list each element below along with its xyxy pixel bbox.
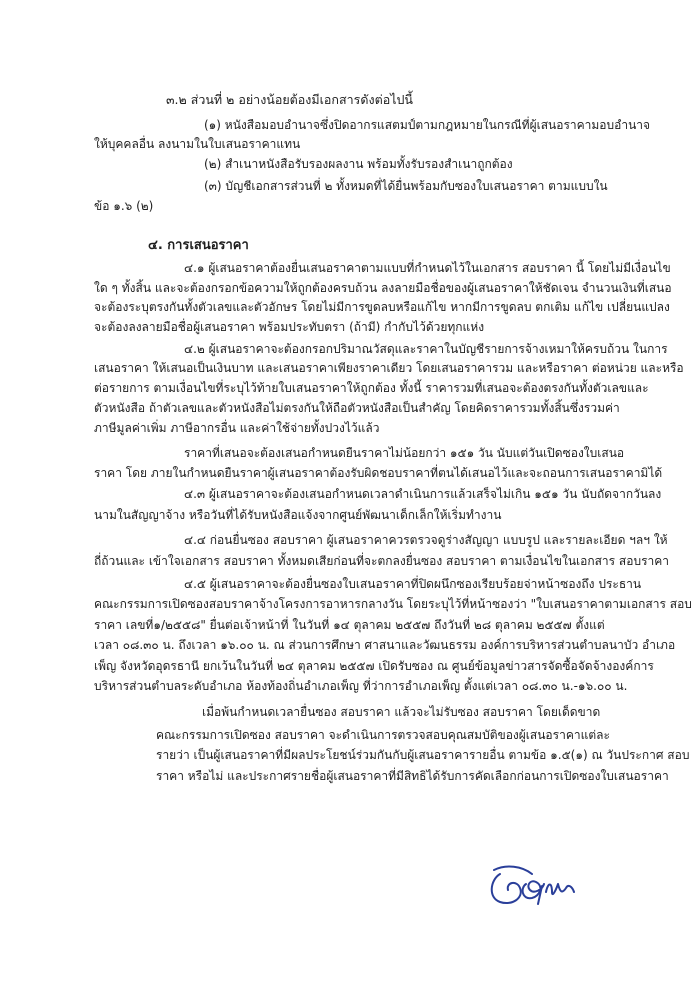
paragraph-4-2-line: ๔.๒ ผู้เสนอราคาจะต้องกรอกปริมาณวัสดุและราคาในบัญชีรายการจ้างเหมาให้ครบถ้วน ในการ xyxy=(184,342,668,356)
paragraph-deadline-line: เมื่อพ้นกำหนดเวลายื่นซอง สอบราคา แล้วจะไม่รับซอง สอบราคา โดยเด็ดขาด xyxy=(202,705,601,719)
signature-image xyxy=(486,862,582,910)
paragraph-deadline-line: รายว่า เป็นผู้เสนอราคาที่มีผลประโยชน์ร่วมกันกับผู้เสนอราคารายอื่น ตามข้อ ๑.๕(๑) ณ วันประกาศ สอบ xyxy=(156,748,690,762)
paragraph-4-1-line: จะต้องลงลายมือชื่อผู้เสนอราคา พร้อมประทับตรา (ถ้ามี) กำกับไว้ด้วยทุกแห่ง xyxy=(94,320,485,334)
paragraph-deadline-line: ราคา หรือไม่ และประกาศรายชื่อผู้เสนอราคาที่มีสิทธิได้รับการคัดเลือกก่อนการเปิดซองใบเสนอราคา xyxy=(156,769,669,783)
section-3-2-item-1-line-2: ให้บุคคลอื่น ลงนามในใบเสนอราคาแทน xyxy=(94,137,301,151)
paragraph-4-5-line: ราคา เลขที่๑/๒๕๕๘" ยื่นต่อเจ้าหน้าที่ ในวันที่ ๑๔ ตุลาคม ๒๕๕๗ ถึงวันที่ ๒๘ ตุลาคม ๒๕๕๗ ตั้งแต่ xyxy=(94,618,605,632)
paragraph-4-2-line: ตัวหนังสือ ถ้าตัวเลขและตัวหนังสือไม่ตรงกันให้ถือตัวหนังสือเป็นสำคัญ โดยคิดราคารวมทั้งสิ้นซึ่งรวมค่า xyxy=(94,401,620,415)
paragraph-4-1-line: ๔.๑ ผู้เสนอราคาต้องยื่นเสนอราคาตามแบบที่กำหนดไว้ในเอกสาร สอบราคา นี้ โดยไม่มีเงื่อนไข xyxy=(184,261,671,275)
paragraph-4-4-line: ถี่ถ้วนและ เข้าใจเอกสาร สอบราคา ทั้งหมดเสียก่อนที่จะตกลงยื่นซอง สอบราคา ตามเงื่อนไขในเอกสาร สอบราคา xyxy=(94,554,670,568)
paragraph-4-5-line: ๔.๕ ผู้เสนอราคาจะต้องยื่นซองใบเสนอราคาที่ปิดผนึกซองเรียบร้อยจ่าหน้าซองถึง ประธาน xyxy=(184,577,642,591)
paragraph-price-validity-line: ราคาที่เสนอจะต้องเสนอกำหนดยืนราคาไม่น้อยกว่า ๑๕๑ วัน นับแต่วันเปิดซองใบเสนอ xyxy=(184,446,625,460)
paragraph-4-5-line: คณะกรรมการเปิดซองสอบราคาจ้างโครงการอาหารกลางวัน โดยระบุไว้ที่หน้าซองว่า "ใบเสนอราคาตามเอกสาร สอบ xyxy=(94,597,692,611)
paragraph-4-2-line: เสนอราคา ให้เสนอเป็นเงินบาท และเสนอราคาเพียงราคาเดียว โดยเสนอราคารวม และหรือราคา ต่อหน่วย และหรือ xyxy=(94,361,684,375)
paragraph-4-2-line: ต่อรายการ ตามเงื่อนไขที่ระบุไว้ท้ายใบเสนอราคาให้ถูกต้อง ทั้งนี้ ราคารวมที่เสนอจะต้องตรงกันทั้งตัวเลขและ xyxy=(94,381,649,395)
paragraph-4-2-line: ภาษีมูลค่าเพิ่ม ภาษีอากรอื่น และค่าใช้จ่ายทั้งปวงไว้แล้ว xyxy=(94,421,380,435)
section-3-2-item-2: (๒) สำเนาหนังสือรับรองผลงาน พร้อมทั้งรับรองสำเนาถูกต้อง xyxy=(204,157,513,171)
paragraph-price-validity-line: ราคา โดย ภายในกำหนดยืนราคาผู้เสนอราคาต้องรับผิดชอบราคาที่ตนได้เสนอไว้และจะถอนการเสนอราคามิได้ xyxy=(94,466,663,480)
section-4-heading: ๔. การเสนอราคา xyxy=(148,238,249,253)
section-3-2-heading: ๓.๒ ส่วนที่ ๒ อย่างน้อยต้องมีเอกสารดังต่อไปนี้ xyxy=(166,92,413,107)
paragraph-4-1-line: จะต้องระบุตรงกันทั้งตัวเลขและตัวอักษร โดยไม่มีการขูดลบหรือแก้ไข หากมีการขูดลบ ตกเติม แก้ไข เปลี่ยนแปลง xyxy=(94,300,670,314)
section-3-2-item-3-line-1: (๓) บัญชีเอกสารส่วนที่ ๒ ทั้งหมดที่ได้ยื่นพร้อมกับซองใบเสนอราคา ตามแบบใน xyxy=(204,179,608,193)
paragraph-4-5-line: เพ็ญ จังหวัดอุดรธานี ยกเว้นในวันที่ ๒๔ ตุลาคม ๒๕๕๗ เปิดรับซอง ณ ศูนย์ข้อมูลข่าวสารจัดซื้อจัดจ้างองค์การ xyxy=(94,659,654,673)
paragraph-4-3-line: ๔.๓ ผู้เสนอราคาจะต้องเสนอกำหนดเวลาดำเนินการแล้วเสร็จไม่เกิน ๑๕๑ วัน นับถัดจากวันลง xyxy=(184,487,662,501)
section-3-2-item-1-line-1: (๑) หนังสือมอบอำนาจซึ่งปิดอากรแสตมป์ตามกฎหมายในกรณีที่ผู้เสนอราคามอบอำนาจ xyxy=(204,118,651,132)
paragraph-4-5-line: บริหารส่วนตำบลระดับอำเภอ ห้องท้องถิ่นอำเภอเพ็ญ ที่ว่าการอำเภอเพ็ญ ตั้งแต่เวลา ๐๘.๓๐ น.-๑๖.๐๐ น. xyxy=(94,679,628,693)
paragraph-4-3-line: นามในสัญญาจ้าง หรือวันที่ได้รับหนังสือแจ้งจากศูนย์พัฒนาเด็กเล็กให้เริ่มทำงาน xyxy=(94,508,502,522)
paragraph-4-4-line: ๔.๔ ก่อนยื่นซอง สอบราคา ผู้เสนอราคาควรตรวจดูร่างสัญญา แบบรูป และรายละเอียด ฯลฯ ให้ xyxy=(184,533,668,547)
paragraph-4-5-line: เวลา ๐๘.๓๐ น. ถึงเวลา ๑๖.๐๐ น. ณ ส่วนการศึกษา ศาสนาและวัฒนธรรม องค์การบริหารส่วนตำบลนาบัว อำเภอ xyxy=(94,638,676,652)
paragraph-deadline-line: คณะกรรมการเปิดซอง สอบราคา จะดำเนินการตรวจสอบคุณสมบัติของผู้เสนอราคาแต่ละ xyxy=(156,728,610,742)
section-3-2-item-3-line-2: ข้อ ๑.๖ (๒) xyxy=(94,199,154,213)
paragraph-4-1-line: ใด ๆ ทั้งสิ้น และจะต้องกรอกข้อความให้ถูกต้องครบถ้วน ลงลายมือชื่อของผู้เสนอราคาให้ชัดเจน จำนวนเงินที่เสนอ xyxy=(94,281,672,295)
